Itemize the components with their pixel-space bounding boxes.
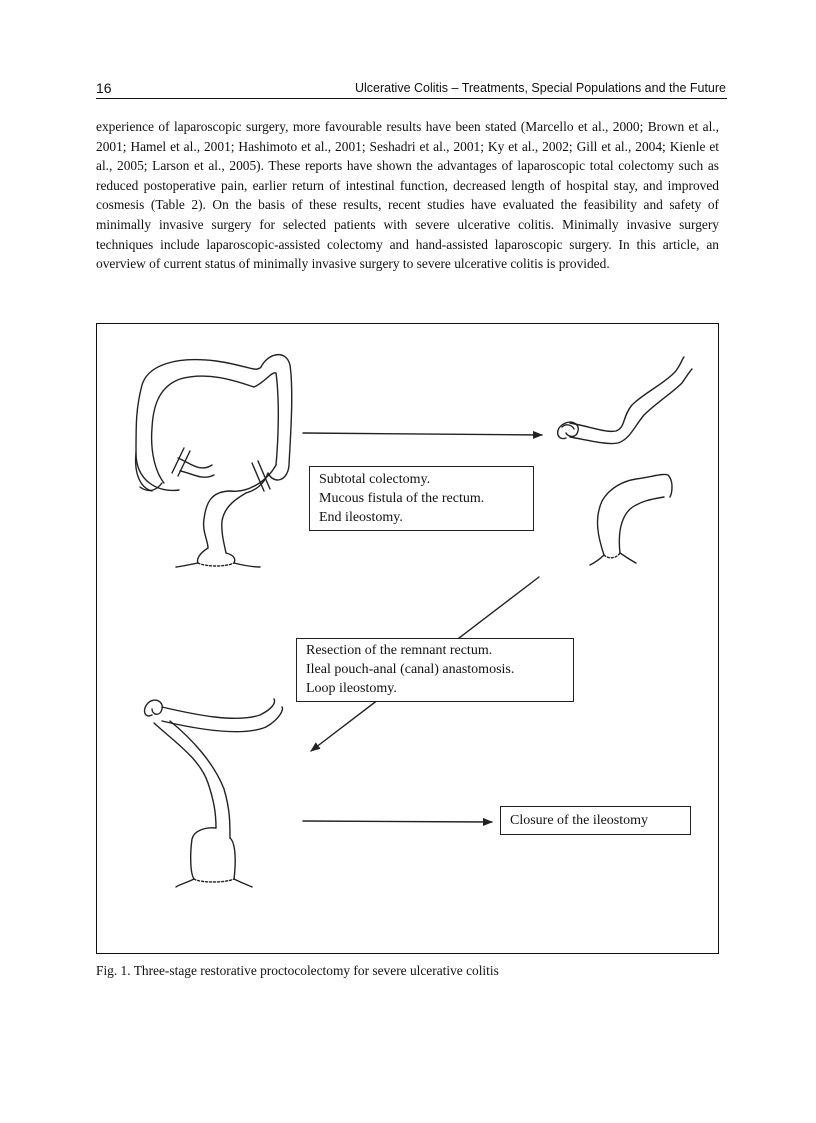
stage2-label-box: [296, 638, 574, 702]
header-rule: [96, 98, 727, 99]
colon-illustration: [136, 355, 292, 567]
ileal-pouch-illustration: [145, 699, 283, 887]
figure-caption: Fig. 1. Three-stage restorative proctocolectomy for severe ulcerative colitis: [96, 963, 499, 978]
stage1-line2: Mucous fistula of the rectum.: [319, 491, 485, 506]
stage2-line2: Ileal pouch-anal (canal) anastomosis.: [306, 662, 515, 677]
stage1-line3: End ileostomy.: [319, 510, 403, 525]
running-header: [96, 80, 726, 98]
running-title: Ulcerative Colitis – Treatments, Special Populations and the Future: [354, 81, 726, 95]
body-paragraph: experience of laparoscopic surgery, more favourable results have been stated (Marcello et al., 2000; Brown et al., 2001; Hamel et al., 2001; Hashimoto et al., 2001; Seshadri et al., 2001; Ky et al., 2002; Gill et al., 2004; Kienle et al., 2005; Larson et al., 2005). These reports have shown the advantages of laparoscopic total colectomy such as reduced postoperative pain, earlier return of intestinal function, decreased length of hospital stay, and improved cosmesis (Table 2). On the basis of these results, recent studies have evaluated the feasibility and safety of minimally invasive surgery for selected patients with severe ulcerative colitis. Minimally invasive surgery techniques include laparoscopic-assisted colectomy and hand-assisted laparoscopic surgery. In this article, an overview of current status of minimally invasive surgery to severe ulcerative colitis is provided.: [96, 119, 719, 272]
stage2-line3: Loop ileostomy.: [306, 681, 397, 696]
ileostomy-illustration: [558, 357, 692, 565]
page-number: 16: [96, 80, 112, 96]
stage1-label-box: [309, 466, 534, 531]
arrow-stage1: [303, 433, 542, 435]
arrow-stage3: [303, 821, 492, 822]
stage3-label-box: [500, 806, 691, 835]
stage1-line1: Subtotal colectomy.: [319, 472, 431, 487]
stage2-line1: Resection of the remnant rectum.: [306, 643, 493, 658]
stage3-line1: Closure of the ileostomy: [510, 813, 649, 828]
